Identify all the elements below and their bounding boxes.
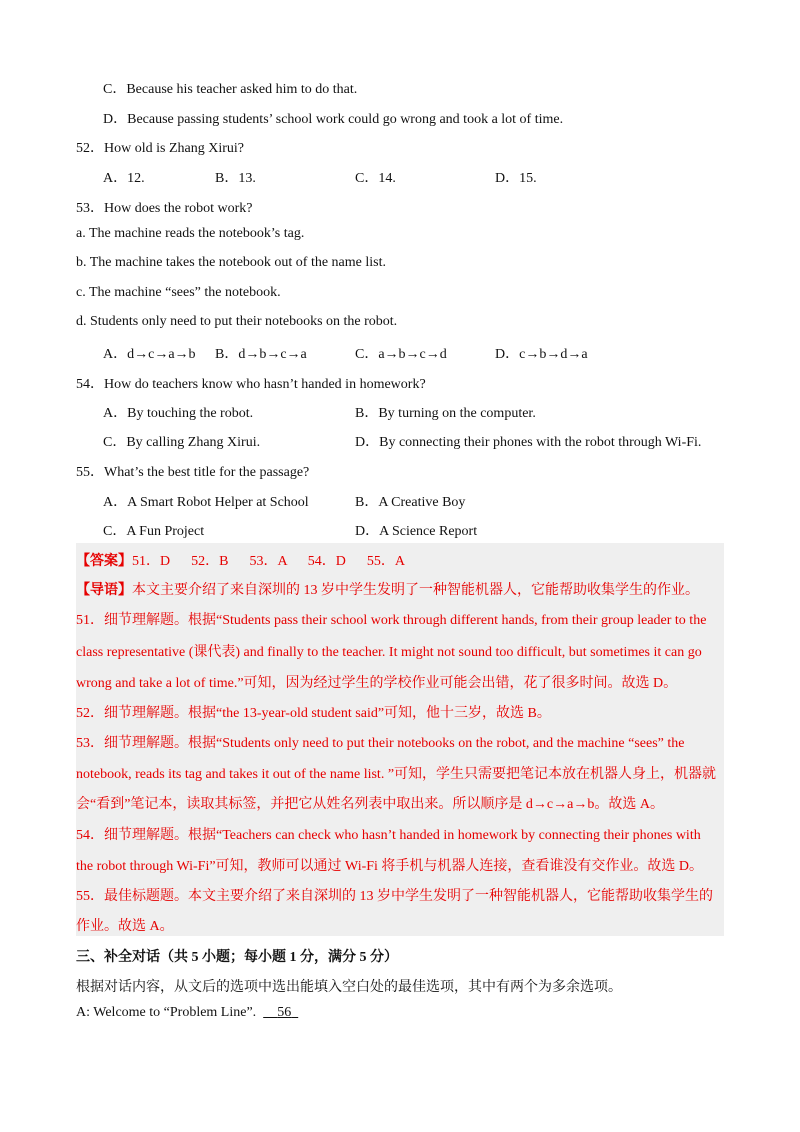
guide-tag: 【导语】 bbox=[76, 583, 132, 598]
q53-option-b: B．d→b→c→a bbox=[215, 347, 307, 362]
q53-option-d: D．c→b→d→a bbox=[495, 347, 588, 362]
explanation-line-10: 55．最佳标题题。本文主要介绍了来自深圳的 13 岁中学生发明了一种智能机器人，它能帮助收集学生的 bbox=[76, 889, 713, 904]
q52-stem: 52．How old is Zhang Xirui? bbox=[76, 141, 244, 156]
q53-stem: 53．How does the robot work? bbox=[76, 201, 253, 216]
section-instruction: 根据对话内容，从文后的选项中选出能填入空白处的最佳选项，其中有两个为多余选项。 bbox=[76, 980, 622, 995]
q53-option-a: A．d→c→a→b bbox=[103, 347, 196, 362]
q52-option-b: B．13. bbox=[215, 171, 256, 186]
explanation-line-2: class representative (课代表) and finally to the teacher. It might not sound too difficult, but sometimes it can go bbox=[76, 645, 702, 660]
explanation-line-3: wrong and take a lot of time.”可知，因为经过学生的学校作业可能会出错，花了很多时间。故选 D。 bbox=[76, 676, 678, 691]
q55-stem: 55．What’s the best title for the passage? bbox=[76, 465, 310, 480]
dialog-line bbox=[76, 1005, 298, 1021]
q55-option-c: C．A Fun Project bbox=[103, 524, 205, 539]
q53-statement-a: a. The machine reads the notebook’s tag. bbox=[76, 226, 305, 241]
guide-text: 本文主要介绍了来自深圳的 13 岁中学生发明了一种智能机器人，它能帮助收集学生的作业。 bbox=[132, 583, 699, 598]
explanation-line-1: 51．细节理解题。根据“Students pass their school work through different hands, from their group leader to the bbox=[76, 613, 707, 628]
q54-option-b: B．By turning on the computer. bbox=[355, 406, 536, 421]
q51-option-d: D．Because passing students’ school work could go wrong and took a lot of time. bbox=[103, 112, 564, 127]
answer-line bbox=[76, 550, 405, 570]
explanation-line-9: the robot through Wi-Fi”可知，教师可以通过 Wi-Fi 将手机与机器人连接，查看谁没有交作业。故选 D。 bbox=[76, 859, 704, 874]
q54-stem: 54．How do teachers know who hasn’t handed in homework? bbox=[76, 377, 426, 392]
q55-option-a: A．A Smart Robot Helper at School bbox=[103, 495, 309, 510]
q52-option-c: C．14. bbox=[355, 171, 396, 186]
section-title: 三、补全对话（共 5 小题；每小题 1 分，满分 5 分） bbox=[76, 950, 398, 965]
explanation-line-5: 53．细节理解题。根据“Students only need to put their notebooks on the robot, and the machine “sees” the bbox=[76, 736, 685, 751]
q53-statement-b: b. The machine takes the notebook out of the name list. bbox=[76, 255, 386, 270]
answer-tag: 【答案】 bbox=[76, 554, 132, 569]
explanation-line-7: 会“看到”笔记本，读取其标签，并把它从姓名列表中取出来。所以顺序是 d→c→a→b。故选 A。 bbox=[76, 797, 664, 812]
q55-option-b: B．A Creative Boy bbox=[355, 495, 466, 510]
q54-option-d: D．By connecting their phones with the robot through Wi-Fi. bbox=[355, 435, 702, 450]
q53-statement-d: d. Students only need to put their notebooks on the robot. bbox=[76, 314, 398, 329]
blank-56 bbox=[263, 1005, 298, 1020]
q53-option-c: C．a→b→c→d bbox=[355, 347, 447, 362]
explanation-line-8: 54．细节理解题。根据“Teachers can check who hasn’t handed in homework by connecting their phones with bbox=[76, 828, 701, 843]
dialog-text: A: Welcome to “Problem Line”. bbox=[76, 1005, 257, 1020]
explanation-line-6: notebook, reads its tag and takes it out of the name list. ”可知，学生只需要把笔记本放在机器人身上，机器就 bbox=[76, 767, 717, 782]
answer-text: 51．D 52．B 53．A 54．D 55．A bbox=[132, 554, 406, 569]
explanation-line-11: 作业。故选 A。 bbox=[76, 919, 174, 934]
q52-option-d: D．15. bbox=[495, 171, 537, 186]
q54-option-c: C．By calling Zhang Xirui. bbox=[103, 435, 261, 450]
q55-option-d: D．A Science Report bbox=[355, 524, 478, 539]
explanation-line-4: 52．细节理解题。根据“the 13-year-old student said”可知，他十三岁，故选 B。 bbox=[76, 706, 551, 721]
q54-option-a: A．By touching the robot. bbox=[103, 406, 254, 421]
guide-line bbox=[76, 579, 699, 599]
blank-number: 56 bbox=[277, 1005, 292, 1020]
q51-option-c: C．Because his teacher asked him to do that. bbox=[103, 82, 358, 97]
q52-option-a: A．12. bbox=[103, 171, 145, 186]
q53-statement-c: c. The machine “sees” the notebook. bbox=[76, 285, 281, 300]
